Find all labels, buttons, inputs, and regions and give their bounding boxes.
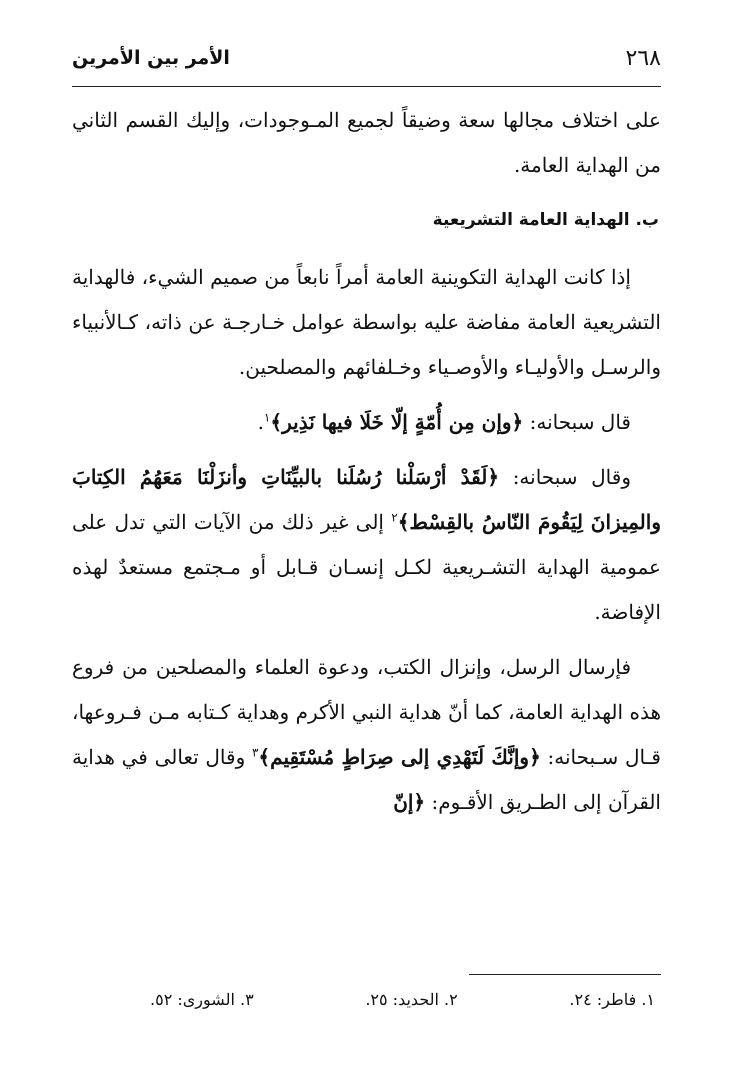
paragraph-5 [72, 645, 661, 825]
paragraph-3-end: . [257, 410, 264, 434]
quran-verse-3: ﴿وإنَّكَ لَتَهْدِي إلى صِرَاطٍ مُسْتَقِيم﴾ [258, 745, 541, 769]
header-rule [72, 86, 661, 87]
running-header [72, 38, 661, 78]
footnote-ref-1[interactable]: ١ [263, 410, 271, 425]
paragraph-5-text: فإرسال الرسل، وإنزال الكتب، ودعوة العلماء والمصلحين من فروع هذه الهداية العامة، كما أنّ هداية النبي الأكرم وهداية كـتابه مـن فـروعها، قـال سـبحانه: [72, 655, 661, 769]
footnotes [150, 990, 655, 1009]
running-title: الأمر بين الأمرين [72, 47, 230, 69]
quran-verse-2: ﴿لَقَدْ أرْسَلْنا رُسُلَنا بالبيِّنَاتِ وأنزَلْنَا مَعَهُمُ الكِتابَ والمِيزانَ لِيَقُومَ النّاسُ بالقِسْط﴾ [72, 465, 661, 534]
footnote-1: ١. فاطر: ٢٤. [569, 990, 655, 1009]
paragraph-3 [72, 400, 661, 445]
page-number: ٢٦٨ [625, 45, 661, 71]
page-body [72, 98, 661, 825]
quran-verse-1: ﴿وإن مِن أُمّةٍ إلّا خَلَا فيها نَذِير﴾ [270, 410, 524, 434]
paragraph-4 [72, 455, 661, 635]
footnote-rule [469, 974, 661, 975]
footnote-ref-3[interactable]: ٣ [251, 745, 259, 760]
footnote-3: ٣. الشورى: ٥٢. [150, 990, 254, 1009]
paragraph-2: إذا كانت الهداية التكوينية العامة أمراً نابعاً من صميم الشيء، فالهداية التشريعية العامة مفاضة عليه بواسطة عوامل خـارجـة عن ذاته، كـالأنبياء والرسـل والأوليـاء والأوصـياء وخـلفائهم والمصلحين. [72, 265, 661, 379]
footnote-2: ٢. الحديد: ٢٥. [365, 990, 458, 1009]
section-subheading: ب. الهداية العامة التشريعية [432, 210, 659, 230]
paragraph-5-rest: وقال تعالى في هداية القرآن إلى الطـريق الأقـوم: [72, 745, 661, 814]
paragraph-4-rest: إلى غير ذلك من الآيات التي تدل على عمومية الهداية التشـريعية لكـل إنسـان قـابل أو مـجتمع مستعدٌ لهذه الإفاضة. [72, 510, 661, 624]
quran-verse-4-start: ﴿إنّ [393, 790, 426, 814]
paragraph-4-intro: وقال سبحانه: [499, 465, 631, 489]
paragraph-1: على اختلاف مجالها سعة وضيقاً لجميع المـوجودات، وإليك القسم الثاني من الهداية العامة. [72, 108, 661, 177]
footnote-ref-2[interactable]: ٢ [391, 510, 398, 525]
paragraph-3-intro: قال سبحانه: [523, 410, 631, 434]
